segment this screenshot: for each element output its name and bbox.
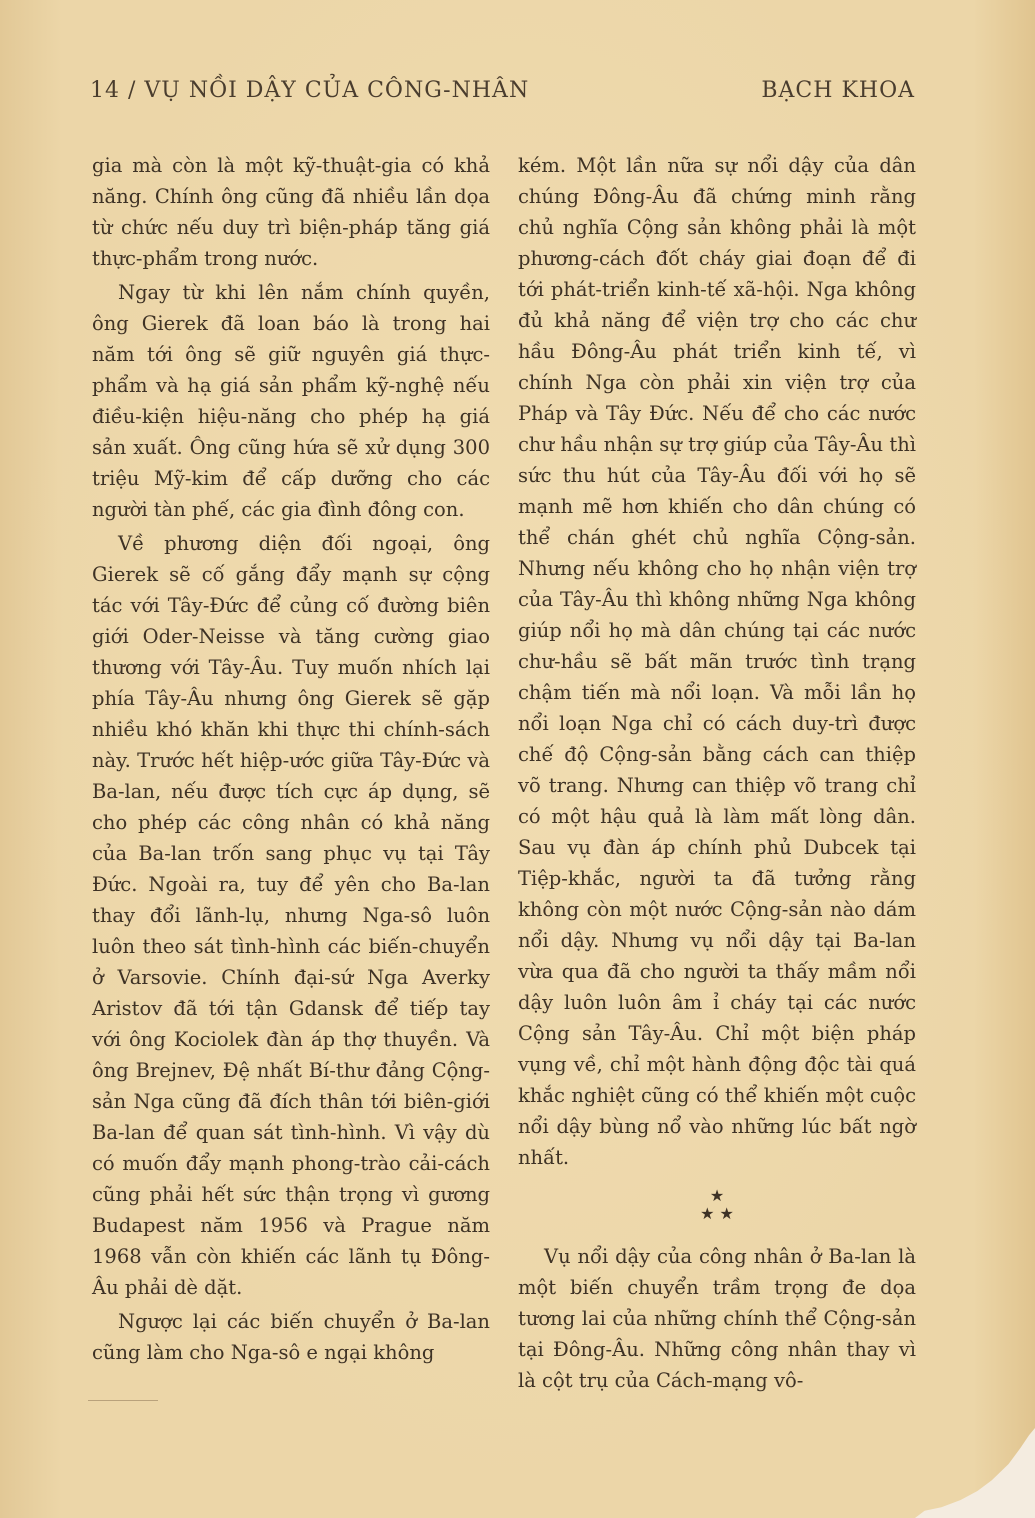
paragraph: Ngay từ khi lên nắm chính quyền, ông Gierek đã loan báo là trong hai năm tới ông sẽ giữ nguyên giá thực-phẩm và hạ giá sản phẩm kỹ-nghệ nếu điều-kiện hiệu-năng cho phép hạ giá sản xuất. Ông cũng hứa sẽ xử dụng 300 triệu Mỹ-kim để cấp dưỡng cho các người tàn phế, các gia đình đông con. (92, 281, 490, 521)
paragraph: Vụ nổi dậy của công nhân ở Ba-lan là một biến chuyển trầm trọng đe dọa tương lai của những chính thể Cộng-sản tại Đông-Âu. Những công nhân thay vì là cột trụ của Cách-mạng vô- (518, 1245, 916, 1392)
paragraph: gia mà còn là một kỹ-thuật-gia có khả năng. Chính ông cũng đã nhiều lần dọa từ chức nếu duy trì biện-pháp tăng giá thực-phẩm trong nước. (92, 154, 490, 270)
paragraph: Ngược lại các biến chuyển ở Ba-lan cũng làm cho Nga-sô e ngại không (92, 1310, 490, 1364)
paragraph: Về phương diện đối ngoại, ông Gierek sẽ cố gắng đẩy mạnh sự cộng tác với Tây-Đức để củng cố đường biên giới Oder-Neisse và tăng cường giao thương với Tây-Âu. Tuy muốn nhích lại phía Tây-Âu nhưng ông Gierek sẽ gặp nhiều khó khăn khi thực thi chính-sách này. Trước hết hiệp-ước giữa Tây-Đức và Ba-lan, nếu được tích cực áp dụng, sẽ cho phép các công nhân có khả năng của Ba-lan trốn sang phục vụ tại Tây Đức. Ngoài ra, tuy để yên cho Ba-lan thay đổi lãnh-lụ, nhưng Nga-sô luôn luôn theo sát tình-hình các biến-chuyển ở Varsovie. Chính đại-sứ Nga Averky Aristov đã tới tận Gdansk để tiếp tay với ông Kociolek đàn áp thợ thuyền. Và ông Brejnev, Đệ nhất Bí-thư đảng Cộng-sản Nga cũng đã đích thân tới biên-giới Ba-lan để quan sát tình-hình. Vì vậy dù có muốn đẩy mạnh phong-trào cải-cách cũng phải hết sức thận trọng vì gương Budapest năm 1956 và Prague năm 1968 vẫn còn khiến các lãnh tụ Đông-Âu phải dè dặt. (92, 532, 490, 1299)
running-header (90, 78, 915, 112)
star-icon: ★ ★ (700, 1204, 734, 1223)
paragraph: kém. Một lần nữa sự nổi dậy của dân chúng Đông-Âu đã chứng minh rằng chủ nghĩa Cộng sản không phải là một phương-cách đốt cháy giai đoạn để đi tới phát-triển kinh-tế xã-hội. Nga không đủ khả năng để viện trợ cho các chư hầu Đông-Âu phát triển kinh tế, vì chính Nga còn phải xin viện trợ của Pháp và Tây Đức. Nếu để cho các nước chư hầu nhận sự trợ giúp của Tây-Âu thì sức thu hút của Tây-Âu đối với họ sẽ mạnh mẽ hơn khiến cho dân chúng có thể chán ghét chủ nghĩa Cộng-sản. Nhưng nếu không cho họ nhận viện trợ của Tây-Âu thì không những Nga không giúp nổi họ mà dân chúng tại các nước chư-hầu sẽ bất mãn trước tình trạng chậm tiến mà nổi loạn. Và mỗi lần họ nổi loạn Nga chỉ có cách duy-trì được chế độ Cộng-sản bằng cách can thiệp võ trang. Nhưng can thiệp võ trang chỉ có một hậu quả là làm mất lòng dân. Sau vụ đàn áp chính phủ Dubcek tại Tiệp-khắc, người ta đã tưởng rằng không còn một nước Cộng-sản nào dám nổi dậy. Nhưng vụ nổi dậy tại Ba-lan vừa qua đã cho người ta thấy mầm nổi dậy luôn luôn âm ỉ cháy tại các nước Cộng sản Tây-Âu. Chỉ một biện pháp vụng về, chỉ một hành động độc tài quá khắc nghiệt cũng có thể khiến một cuộc nổi dậy bùng nổ vào những lúc bất ngờ nhất. (518, 154, 916, 1169)
right-column (518, 150, 916, 1399)
page-number-and-title: 14 / VỤ NỒI DẬY CỦA CÔNG-NHÂN (90, 78, 530, 103)
torn-corner (915, 1428, 1035, 1518)
footnote-rule (88, 1400, 158, 1401)
section-separator (518, 1187, 916, 1223)
magazine-name: BẠCH KHOA (761, 78, 915, 103)
left-column (92, 150, 490, 1371)
star-icon: ★ (709, 1186, 725, 1205)
